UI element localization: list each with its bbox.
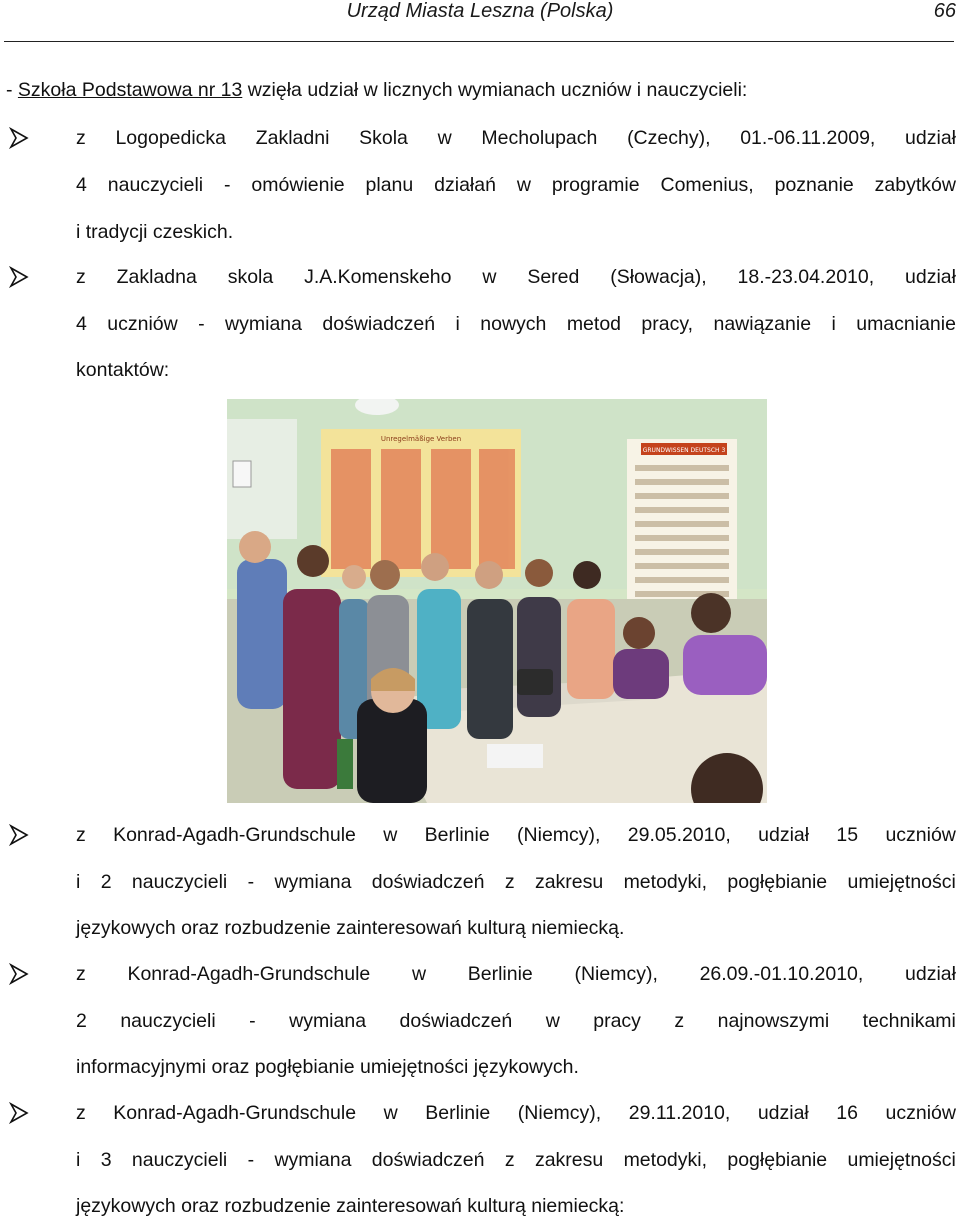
school-name: Szkoła Podstawowa nr 13 xyxy=(17,79,243,101)
page-header xyxy=(0,0,960,24)
item-2-line-3: kontaktów: xyxy=(76,359,170,381)
header-rule xyxy=(4,41,954,42)
arrow-bullet-icon xyxy=(8,127,30,149)
item-4-line-3: informacyjnymi oraz pogłębianie umiejętności językowych. xyxy=(76,1056,579,1078)
item-3-line-3: językowych oraz rozbudzenie zainteresowań kulturą niemiecką. xyxy=(76,917,625,939)
arrow-bullet-icon xyxy=(8,824,30,846)
item-1-line-1: z Logopedicka Zakladni Skola w Mecholupach (Czechy), 01.-06.11.2009, udział xyxy=(76,127,956,149)
classroom-photo-illustration xyxy=(227,399,767,803)
item-3-line-2: i 2 nauczycieli - wymiana doświadczeń z zakresu metodyki, pogłębianie umiejętności xyxy=(76,871,956,893)
item-4-line-1: z Konrad-Agadh-Grundschule w Berlinie (Niemcy), 26.09.-01.10.2010, udział xyxy=(76,963,956,985)
item-3-line-1: z Konrad-Agadh-Grundschule w Berlinie (Niemcy), 29.05.2010, udział 15 uczniów xyxy=(76,824,956,846)
item-2-line-2: 4 uczniów - wymiana doświadczeń i nowych metod pracy, nawiązanie i umacnianie xyxy=(76,313,956,335)
arrow-bullet-icon xyxy=(8,266,30,288)
item-5-line-1: z Konrad-Agadh-Grundschule w Berlinie (Niemcy), 29.11.2010, udział 16 uczniów xyxy=(76,1102,956,1124)
item-5-line-3: językowych oraz rozbudzenie zainteresowań kulturą niemiecką: xyxy=(76,1195,625,1217)
item-5-line-2: i 3 nauczycieli - wymiana doświadczeń z zakresu metodyki, pogłębianie umiejętności xyxy=(76,1149,956,1171)
intro-line: - Szkoła Podstawowa nr 13 wzięła udział w licznych wymianach uczniów i nauczycieli: xyxy=(6,79,748,101)
arrow-bullet-icon xyxy=(8,1102,30,1124)
item-1-line-3: i tradycji czeskich. xyxy=(76,221,234,243)
item-1-line-2: 4 nauczycieli - omówienie planu działań w programie Comenius, poznanie zabytków xyxy=(76,174,956,196)
header-title: Urząd Miasta Leszna (Polska) xyxy=(346,0,614,22)
page-number: 66 xyxy=(933,0,956,22)
item-2-line-1: z Zakladna skola J.A.Komenskeho w Sered (Słowacja), 18.-23.04.2010, udział xyxy=(76,266,956,288)
poster-left-title: Unregelmäßige Verben xyxy=(380,435,462,443)
classroom-photo xyxy=(227,399,767,803)
arrow-bullet-icon xyxy=(8,963,30,985)
poster-right-title: GRUNDWISSEN DEUTSCH 3 xyxy=(642,447,726,454)
item-4-line-2: 2 nauczycieli - wymiana doświadczeń w pracy z najnowszymi technikami xyxy=(76,1010,956,1032)
